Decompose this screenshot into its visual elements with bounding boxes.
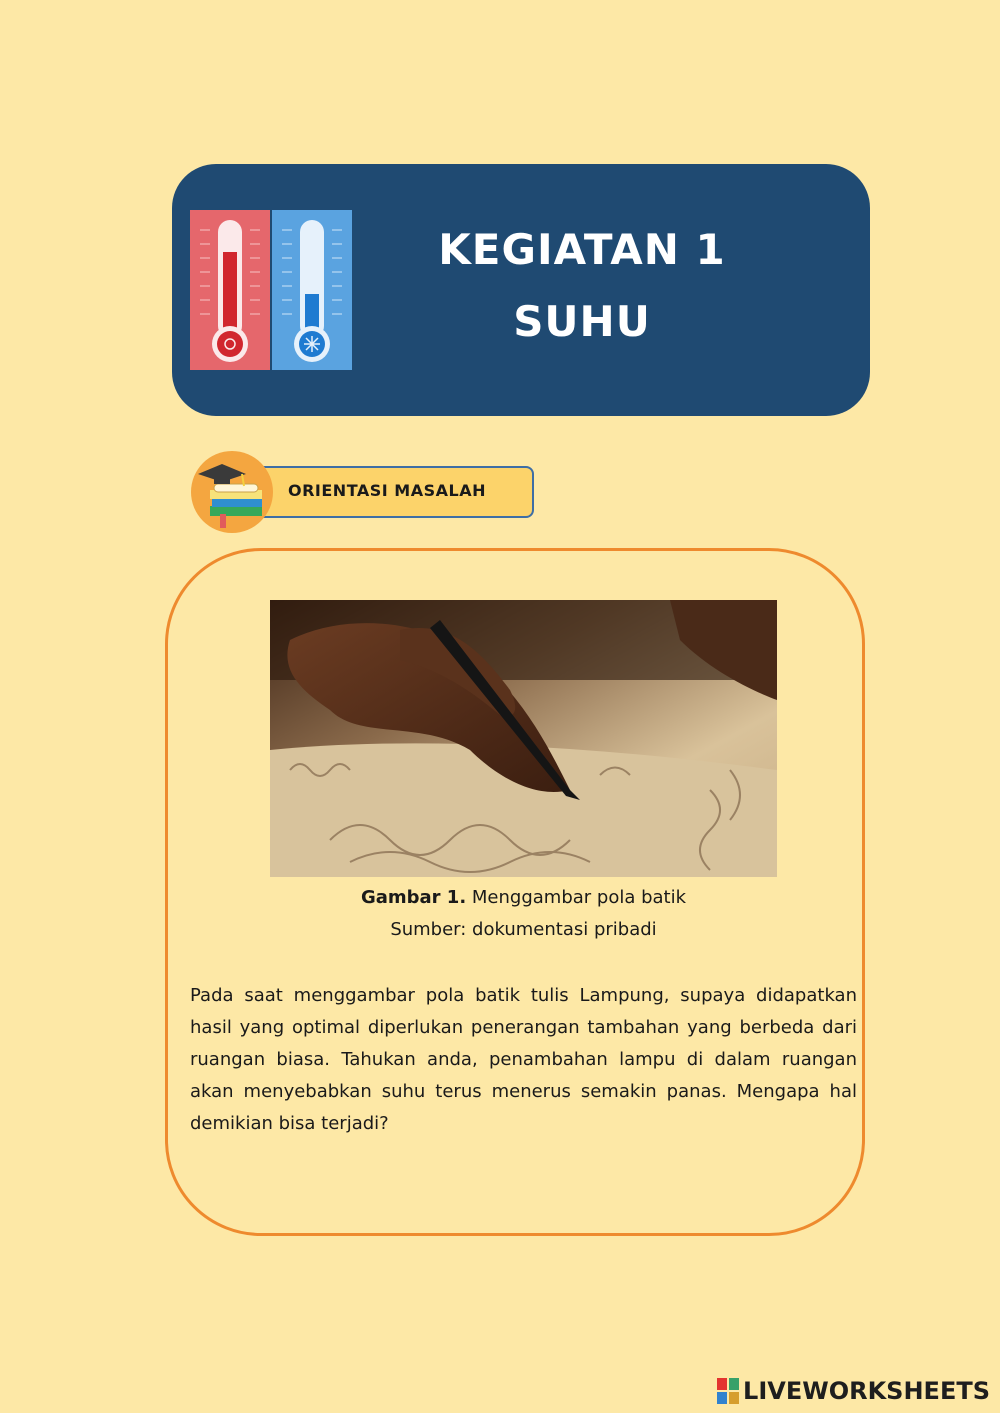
title-line-1: KEGIATAN 1: [438, 225, 726, 274]
header-banner: [172, 164, 870, 416]
batik-drawing-photo: [270, 600, 777, 877]
page-title: [402, 214, 762, 358]
title-line-2: SUHU: [513, 297, 651, 346]
figure-title: [270, 882, 777, 914]
section-pill: [250, 466, 534, 518]
liveworksheets-watermark: [717, 1375, 990, 1407]
graduation-books-icon: [190, 450, 274, 534]
figure-caption: [270, 882, 777, 946]
section-label-text: ORIENTASI MASALAH: [288, 481, 486, 500]
figure-source: Sumber: dokumentasi pribadi: [390, 919, 657, 940]
figure-caption-text: Menggambar pola batik: [471, 887, 687, 908]
watermark-text: LIVEWORKSHEETS: [743, 1377, 990, 1405]
thermometer-hot-cold-icon: [190, 210, 352, 370]
problem-paragraph: Pada saat menggambar pola batik tulis Lampung, supaya didapatkan hasil yang optimal diperlukan penerangan tambahan yang berbeda dari ruangan biasa. Tahukan anda, penambahan lampu di dalam ruangan akan menyebabkan suhu terus menerus semakin panas. Mengapa hal demikian bisa terjadi?: [190, 985, 857, 1134]
section-label: [190, 450, 540, 534]
figure-label: Gambar 1.: [360, 887, 467, 908]
liveworksheets-logo-icon: [717, 1378, 739, 1404]
